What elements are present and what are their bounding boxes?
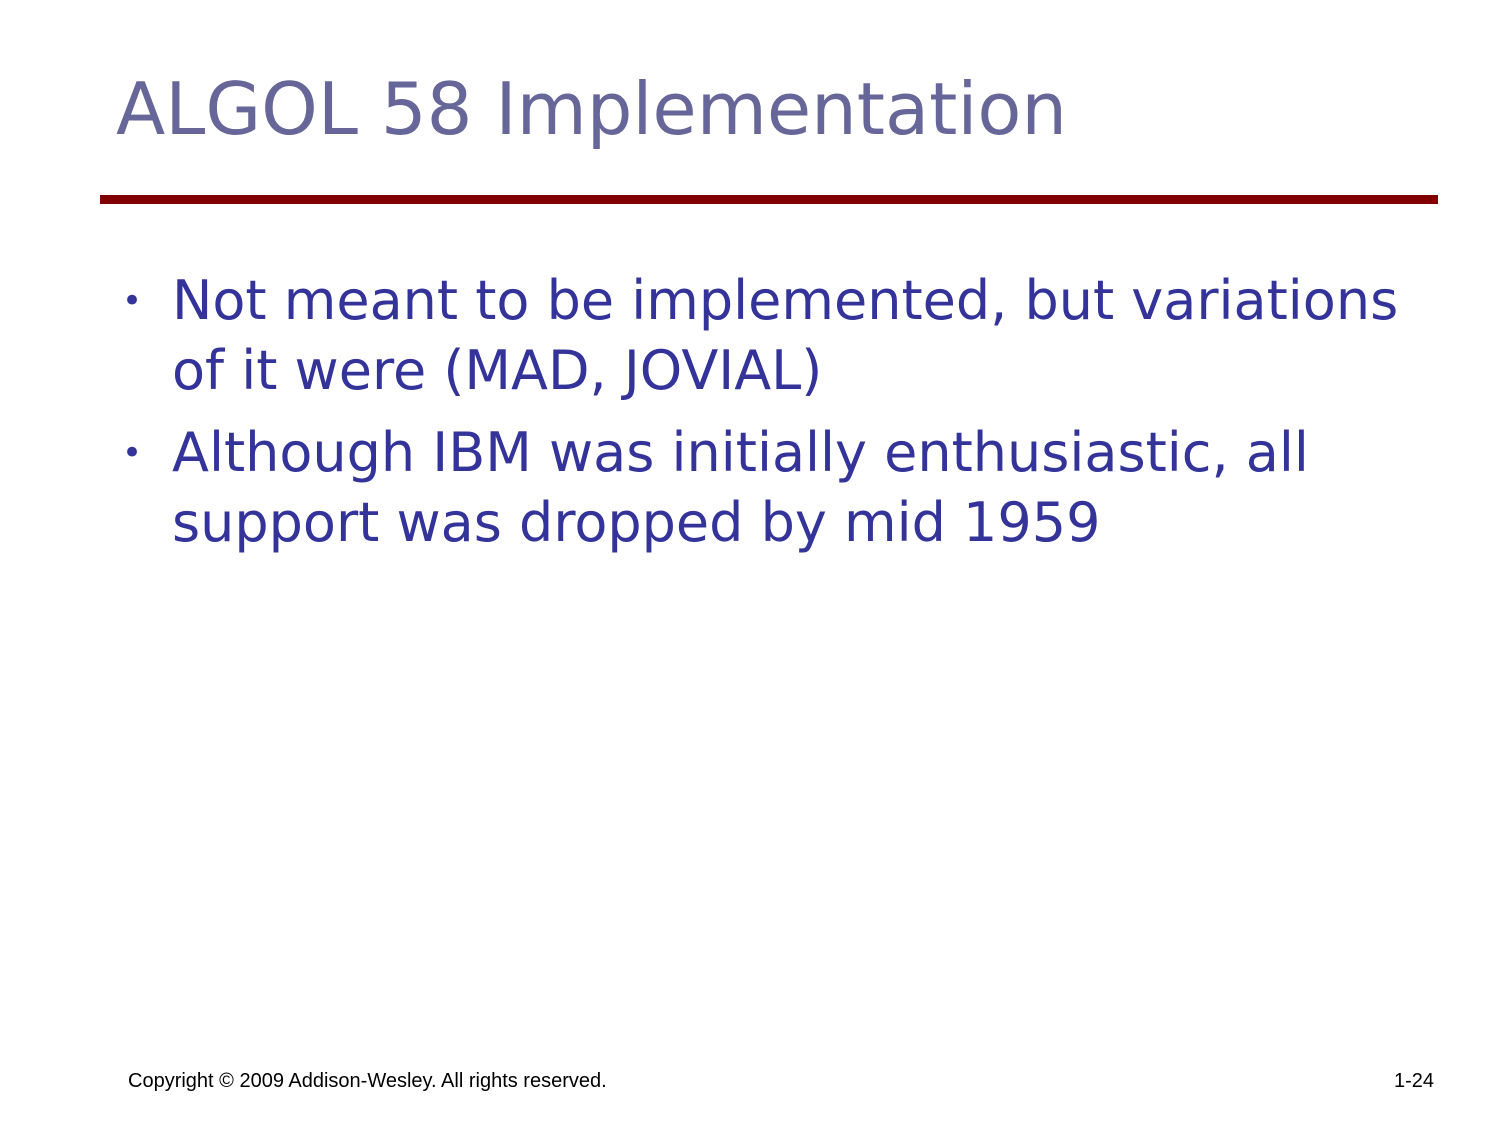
bullet-item [116,418,1436,558]
bullet-marker-icon: • [122,281,143,321]
bullet-text: Although IBM was initially enthusiastic, all support was dropped by mid 1959 [172,421,1309,554]
title-divider [100,195,1438,204]
page-number: 1-24 [1393,1070,1434,1092]
bullet-marker-icon: • [122,433,143,473]
bullet-list [116,266,1436,570]
bullet-text: Not meant to be implemented, but variations of it were (MAD, JOVIAL) [172,269,1399,402]
bullet-item [116,266,1436,406]
copyright-footer: Copyright © 2009 Addison-Wesley. All rights reserved. [128,1070,607,1092]
slide-title: ALGOL 58 Implementation [116,67,1068,151]
